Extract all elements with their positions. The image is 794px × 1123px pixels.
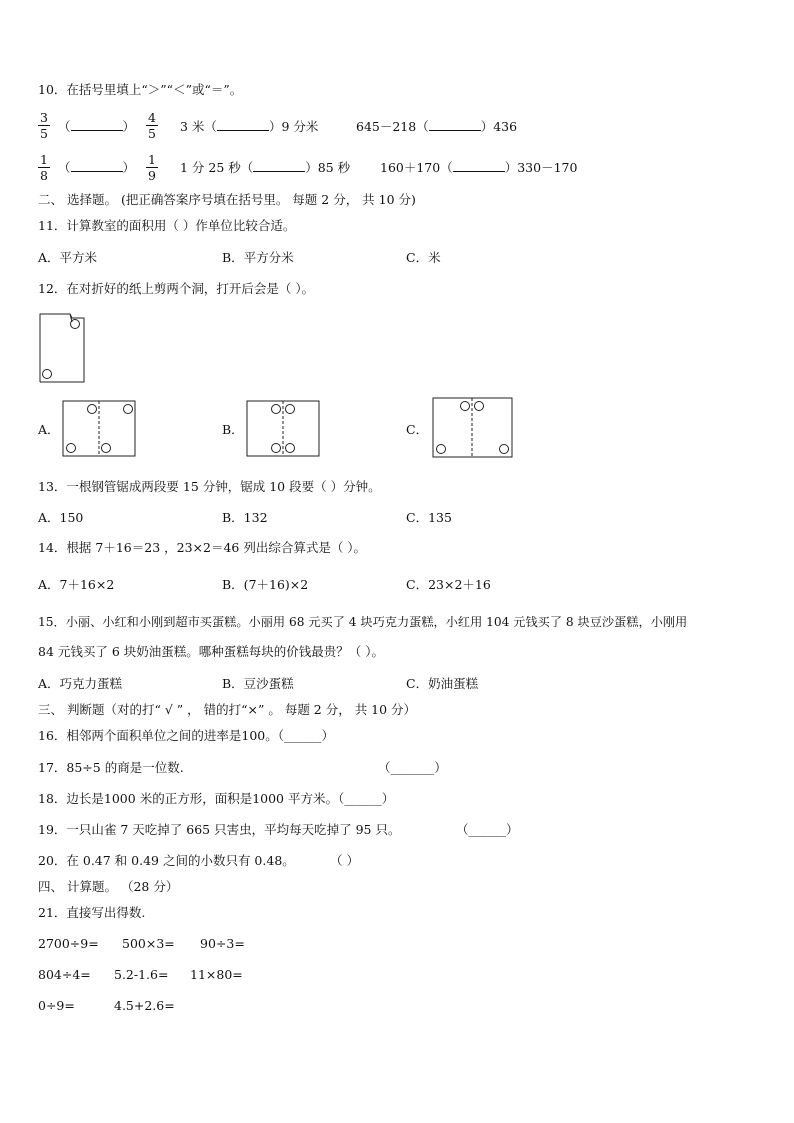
q12-stem: 12．在对折好的纸上剪两个洞，打开后会是（ ）。 (38, 281, 315, 296)
q12-option-c-figure[interactable] (432, 397, 514, 459)
q18-stem: 18．边长是1000 米的正方形，面积是1000 平方米。（______） (38, 791, 395, 806)
q21-expr[interactable]: 804÷4= (38, 967, 91, 982)
fraction-1-8: $\frac{1}{8}$ (38, 152, 50, 183)
q11-stem: 11．计算教室的面积用（ ）作单位比较合适。 (38, 218, 296, 233)
q21-expr[interactable]: 5.2-1.6= (114, 967, 169, 982)
q21-expr[interactable]: 90÷3= (200, 936, 245, 951)
q15-stem-line1: 15．小丽、小红和小刚到超市买蛋糕。小丽用 68 元买了 4 块巧克力蛋糕，小红用 104 元钱买了 8 块豆沙蛋糕，小刚用 (38, 615, 688, 629)
q14-option-a[interactable]: A．7＋16×2 (38, 577, 115, 592)
q20-answer-blank[interactable]: （ ） (330, 853, 359, 868)
q13-stem: 13．一根钢管锯成两段要 15 分钟，锯成 10 段要（ ）分钟。 (38, 479, 381, 494)
q12-option-b-figure[interactable] (246, 400, 321, 458)
q13-option-c[interactable]: C．135 (406, 510, 452, 525)
q19-answer-blank[interactable]: （______） (456, 822, 519, 837)
q14-stem: 14．根据 7＋16＝23 ，23×2＝46 列出综合算式是（ ）。 (38, 540, 367, 555)
q10-title: 10．在括号里填上“＞”“＜”或“＝”。 (38, 82, 243, 97)
q17-stem: 17．85÷5 的商是一位数. (38, 760, 184, 775)
q21-expr[interactable]: 0÷9= (38, 998, 75, 1013)
q21-expr[interactable]: 11×80= (190, 967, 243, 982)
q15-stem-line2: 84 元钱买了 6 块奶油蛋糕。哪种蛋糕每块的价钱最贵？（ ）。 (38, 644, 385, 659)
fraction-3-5: $\frac{3}{5}$ (38, 110, 50, 141)
q12-option-a-figure[interactable] (62, 400, 137, 458)
q10-r2-item3[interactable]: 160＋170（ ）330－170 (380, 160, 578, 175)
q10-r1-item3[interactable]: 645－218（ ）436 (356, 119, 518, 134)
q10-r2-item2[interactable]: 1 分 25 秒（ ）85 秒 (180, 160, 351, 175)
q15-option-b[interactable]: B．豆沙蛋糕 (222, 676, 294, 691)
q13-option-a[interactable]: A．150 (38, 510, 84, 525)
q10-r1-blank1[interactable]: （ ） (58, 119, 136, 134)
q10-r1-item2[interactable]: 3 米（ ）9 分米 (180, 119, 319, 134)
q15-option-c[interactable]: C．奶油蛋糕 (406, 676, 479, 691)
q10-r2-blank1[interactable]: （ ） (58, 160, 136, 175)
q15-option-a[interactable]: A．巧克力蛋糕 (38, 676, 123, 691)
fraction-1-9: $\frac{1}{9}$ (146, 152, 158, 183)
q11-option-c[interactable]: C．米 (406, 250, 441, 265)
folded-paper-figure (38, 312, 88, 384)
q21-expr[interactable]: 4.5+2.6= (114, 998, 175, 1013)
q19-stem: 19．一只山雀 7 天吃掉了 665 只害虫，平均每天吃掉了 95 只。 (38, 822, 401, 837)
q14-option-c[interactable]: C．23×2＋16 (406, 577, 491, 592)
section-2-title: 二、 选择题。 (把正确答案序号填在括号里。 每题 2 分， 共 10 分) (38, 192, 416, 207)
fraction-4-5: $\frac{4}{5}$ (146, 110, 158, 141)
q12-option-c[interactable]: C． (406, 422, 429, 437)
q16-stem: 16．相邻两个面积单位之间的进率是100。（______） (38, 728, 335, 743)
q14-option-b[interactable]: B．(7＋16)×2 (222, 577, 309, 592)
section-4-title: 四、 计算题。 （28 分） (38, 879, 179, 894)
q21-stem: 21．直接写出得数. (38, 905, 146, 920)
section-3-title: 三、 判断题（对的打“ √ ” ， 错的打“×” 。 每题 2 分， 共 10 分） (38, 702, 417, 717)
q12-option-a[interactable]: A． (38, 422, 60, 437)
q13-option-b[interactable]: B．132 (222, 510, 268, 525)
q17-answer-blank[interactable]: （_______） (378, 760, 447, 775)
q11-option-a[interactable]: A．平方米 (38, 250, 98, 265)
q12-option-b[interactable]: B． (222, 422, 244, 437)
q20-stem: 20．在 0.47 和 0.49 之间的小数只有 0.48。 (38, 853, 295, 868)
q21-expr[interactable]: 500×3= (122, 936, 175, 951)
q21-expr[interactable]: 2700÷9= (38, 936, 99, 951)
q11-option-b[interactable]: B．平方分米 (222, 250, 294, 265)
